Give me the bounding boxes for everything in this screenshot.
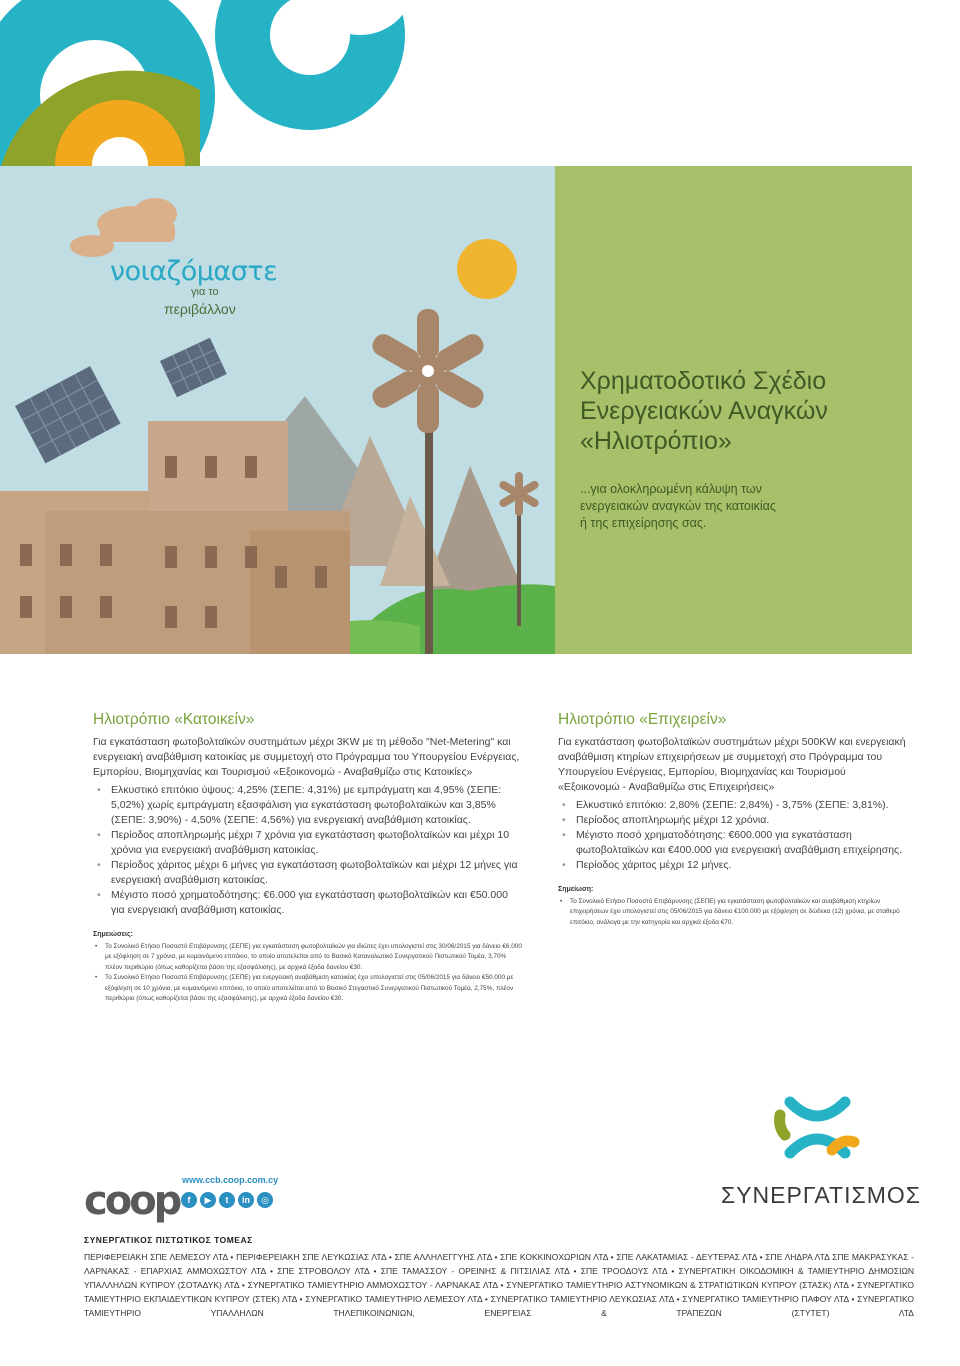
plan-subtitle-line: ενεργειακών αναγκών της κατοικίας <box>580 499 776 513</box>
note-item: • Το Συνολικό Ετήσιο Ποσοστό Επιβάρυνσης (ΣΕΠΕ) για εγκατάσταση φωτοβολταϊκών για ιδιώτες έχει υπολογιστεί στις 30/06/2015 για δάνειο €6.000 με εξόφληση σε 7 χρόνια, με κυμαινόμενο επιτόκιο, το οποίο αποτελείται από το Βασικό Καταναλωτικό Συνεργατικού Πιστωτικού Τομέα, 3,70% πλέον περιθώριο (όπως καθορίζεται βάσει της εξασφάλισης), με αρχικά έξοδα δανείου €30. <box>93 942 523 973</box>
list-item: • Μέγιστο ποσό χρηματοδότησης: €6.000 για εγκατάσταση φωτοβολταϊκών και €50.000 για ενεργειακή αναβάθμιση κατοικίας. <box>93 888 523 918</box>
section-intro: Για εγκατάσταση φωτοβολταϊκών συστημάτων μέχρι 3KW με τη μέθοδο "Net-Metering" και ενεργειακή αναβάθμιση κατοικίας με συμμετοχή στο Πρόγραμμα του Υπουργείου Ενέργειας, Εμπορίου, Βιομηχανίας και Τουρισμού «Εξοικονομώ - Αναβαθμίζω στις Κατοικίες» <box>93 736 520 778</box>
business-section <box>558 712 910 928</box>
list-item: • Περίοδος αποπληρωμής μέχρι 12 χρόνια. <box>558 813 910 828</box>
note-item: • Το Συνολικό Ετήσιο Ποσοστό Επιβάρυνσης (ΣΕΠΕ) για ενεργειακή αναβάθμιση κατοικίας έχει υπολογιστεί στις 05/06/2015 για δάνειο €50.000 με εξόφληση σε 10 χρόνια, με κυμαινόμενο επιτόκιο, το οποίο αποτελείται από το Βασικό Στεγαστικό Συνεργατικού Πιστωτικού Τομέα, 2,75%, πλέον περιθώριο (όπως καθορίζεται βάσει της εξασφάλισης), με αρχικά έξοδα δανείου €30. <box>93 973 523 1004</box>
decorative-swirl-graphic <box>0 0 960 170</box>
plan-subtitle-line: ...για ολοκληρωμένη κάλυψη των <box>580 482 762 496</box>
plan-title-line: Ενεργειακών Αναγκών <box>580 397 828 425</box>
social-icons <box>181 1192 273 1208</box>
youtube-icon[interactable]: ▶ <box>200 1192 216 1208</box>
synergatismos-logo-icon <box>770 1090 865 1165</box>
section-intro: Για εγκατάσταση φωτοβολταϊκών συστημάτων μέχρι 500KW και ενεργειακή αναβάθμιση κτηρίων επιχειρήσεων με συμμετοχή στο Πρόγραμμα του Υπουργείου Ενέργειας, Εμπορίου, Βιομηχανίας και Τουρισμού «Εξοικονομώ - Αναβαθμίζω στις Επιχειρήσεις» <box>558 736 906 793</box>
care-title: νοιαζόμαστε <box>110 256 278 287</box>
benefits-list <box>93 783 523 918</box>
instagram-icon[interactable]: ◎ <box>257 1192 273 1208</box>
care-environment-label: περιβάλλον <box>164 301 236 317</box>
section-heading: Ηλιοτρόπιο «Επιχειρείν» <box>558 711 727 728</box>
section-heading: Ηλιοτρόπιο «Κατοικείν» <box>93 711 255 728</box>
hero-illustration <box>0 166 555 654</box>
sun-icon <box>457 239 517 299</box>
care-for-label: για το <box>191 286 219 298</box>
notes-heading: Σημειώσεις: <box>93 931 133 938</box>
twitter-icon[interactable]: t <box>219 1192 235 1208</box>
plan-title-line: Χρηματοδοτικό Σχέδιο <box>580 367 827 395</box>
list-item: • Περίοδος χάριτος μέχρι 6 μήνες για εγκατάσταση φωτοβολταϊκών και μέχρι 12 μήνες για ενεργειακή αναβάθμιση κατοικίας. <box>93 858 523 888</box>
list-item: • Περίοδος αποπληρωμής μέχρι 7 χρόνια για εγκατάσταση φωτοβολταϊκών και μέχρι 10 χρόνια για ενεργειακή αναβάθμιση κατοικίας. <box>93 828 523 858</box>
notes-list <box>93 942 523 1004</box>
note-item: • Το Συνολικό Ετήσιο Ποσοστό Επιβάρυνσης (ΣΕΠΕ) για εγκατάσταση φωτοβολταϊκών και αναβάθμιση κτηρίων επιχειρήσεων έχει υπολογιστεί στις 05/06/2015 για δάνειο €100.000 με εξόφληση σε δώδεκα (12) χρόνια, με σταθερό επιτόκιο, ανάλογα με την κατηγορία και αρχικά έξοδα €70. <box>558 897 910 928</box>
list-item: • Περίοδος χάριτος μέχρι 12 μήνες. <box>558 858 910 873</box>
list-item: • Ελκυστικό επιτόκιο: 2,80% (ΣΕΠΕ: 2,84%) - 3,75% (ΣΕΠΕ: 3,81%). <box>558 798 910 813</box>
list-item: • Μέγιστο ποσό χρηματοδότησης: €600.000 για εγκατάσταση φωτοβολταϊκών και €400.000 για ενεργειακή αναβάθμιση επιχείρησης. <box>558 828 910 858</box>
notes-heading: Σημείωση: <box>558 886 594 893</box>
plan-subtitle-line: ή της επιχείρησης σας. <box>580 516 707 530</box>
plan-title-line: «Ηλιοτρόπιο» <box>580 427 732 455</box>
footer-member-list: ΠΕΡΙΦΕΡΕΙΑΚΗ ΣΠΕ ΛΕΜΕΣΟΥ ΛΤΔ • ΠΕΡΙΦΕΡΕΙΑΚΗ ΣΠΕ ΛΕΥΚΩΣΙΑΣ ΛΤΔ • ΣΠΕ ΑΛΛΗΛΕΓΓΥΗΣ ΛΤΔ • ΣΠΕ ΚΟΚΚΙΝΟΧΩΡΙΩΝ ΛΤΔ • ΣΠΕ ΛΑΚΑΤΑΜΙΑΣ - ΔΕΥΤΕΡΑΣ ΛΤΔ • ΣΠΕ ΛΗΔΡΑ ΛΤΔ ΣΠΕ ΜΑΚΡΑΣΥΚΑΣ - ΛΑΡΝΑΚΑΣ - ΕΠΑΡΧΙΑΣ ΑΜΜΟΧΩΣΤΟΥ ΛΤΔ • ΣΠΕ ΣΤΡΟΒΟΛΟΥ ΛΤΔ • ΣΠΕ ΤΑΜΑΣΣΟΥ - ΟΡΕΙΝΗΣ & ΠΙΤΣΙΛΙΑΣ ΛΤΔ • ΣΠΕ ΤΡΟΟΔΟΥΣ ΛΤΔ • ΣΥΝΕΡΓΑΤΙΚΗ ΟΙΚΟΔΟΜΙΚΗ & ΤΑΜΙΕΥΤΗΡΙΟ ΔΗΜΟΣΙΩΝ ΥΠΑΛΛΗΛΩΝ ΚΥΠΡΟΥ (ΣΟΤΑΔΥΚ) ΛΤΔ • ΣΥΝΕΡΓΑΤΙΚΟ ΤΑΜΙΕΥΤΗΡΙΟ ΑΜΜΟΧΩΣΤΟΥ - ΛΑΡΝΑΚΑΣ ΛΤΔ • ΣΥΝΕΡΓΑΤΙΚΟ ΤΑΜΙΕΥΤΗΡΙΟ ΑΣΤΥΝΟΜΙΚΩΝ & ΣΤΡΑΤΙΩΤΙΚΩΝ ΚΥΠΡΟΥ (ΣΤΑΣΚ) ΛΤΔ • ΣΥΝΕΡΓΑΤΙΚΟ ΤΑΜΙΕΥΤΗΡΙΟ ΕΚΠΑΙΔΕΥΤΙΚΩΝ ΚΥΠΡΟΥ (ΣΤΕΚ) ΛΤΔ • ΣΥΝΕΡΓΑΤΙΚΟ ΤΑΜΙΕΥΤΗΡΙΟ ΛΕΜΕΣΟΥ ΛΤΔ • ΣΥΝΕΡΓΑΤΙΚΟ ΤΑΜΙΕΥΤΗΡΙΟ ΛΕΥΚΩΣΙΑΣ ΛΤΔ • ΣΥΝΕΡΓΑΤΙΚΟ ΤΑΜΙΕΥΤΗΡΙΟ ΠΑΦΟΥ ΛΤΔ • ΣΥΝΕΡΓΑΤΙΚΟ ΤΑΜΙΕΥΤΗΡΙΟ ΥΠΑΛΛΗΛΩΝ ΤΗΛΕΠΙΚΟΙΝΩΝΙΩΝ, ΕΝΕΡΓΕΙΑΣ & ΤΡΑΠΕΖΩΝ (ΣΤΥΤΕΤ) ΛΤΔ <box>84 1252 914 1318</box>
facebook-icon[interactable]: f <box>181 1192 197 1208</box>
residential-section <box>93 712 523 1004</box>
plan-subtitle <box>580 481 860 532</box>
synergatismos-wordmark: ΣΥΝΕΡΓΑΤΙΣΜΟΣ <box>721 1182 921 1208</box>
list-item: • Ελκυστικό επιτόκιο ύψους: 4,25% (ΣΕΠΕ: 4,31%) με εμπράγματη και 4,95% (ΣΕΠΕ: 5,02%) χωρίς εμπράγματη εξασφάλιση για εγκατάσταση φωτοβολταϊκών και 3,85% (ΣΕΠΕ: 3,90%) - 4,50% (ΣΕΠΕ: 4,56%) για ενεργειακή αναβάθμιση κατοικίας. <box>93 783 523 828</box>
notes-list <box>558 897 910 928</box>
linkedin-icon[interactable]: in <box>238 1192 254 1208</box>
website-link[interactable]: www.ccb.coop.com.cy <box>182 1175 279 1185</box>
benefits-list <box>558 798 910 873</box>
plan-title <box>580 366 900 456</box>
footer-title: ΣΥΝΕΡΓΑΤΙΚΟΣ ΠΙΣΤΩΤΙΚΟΣ ΤΟΜΕΑΣ <box>84 1235 253 1245</box>
paper-city-illustration <box>0 166 555 654</box>
coop-logo: coop <box>84 1178 180 1224</box>
